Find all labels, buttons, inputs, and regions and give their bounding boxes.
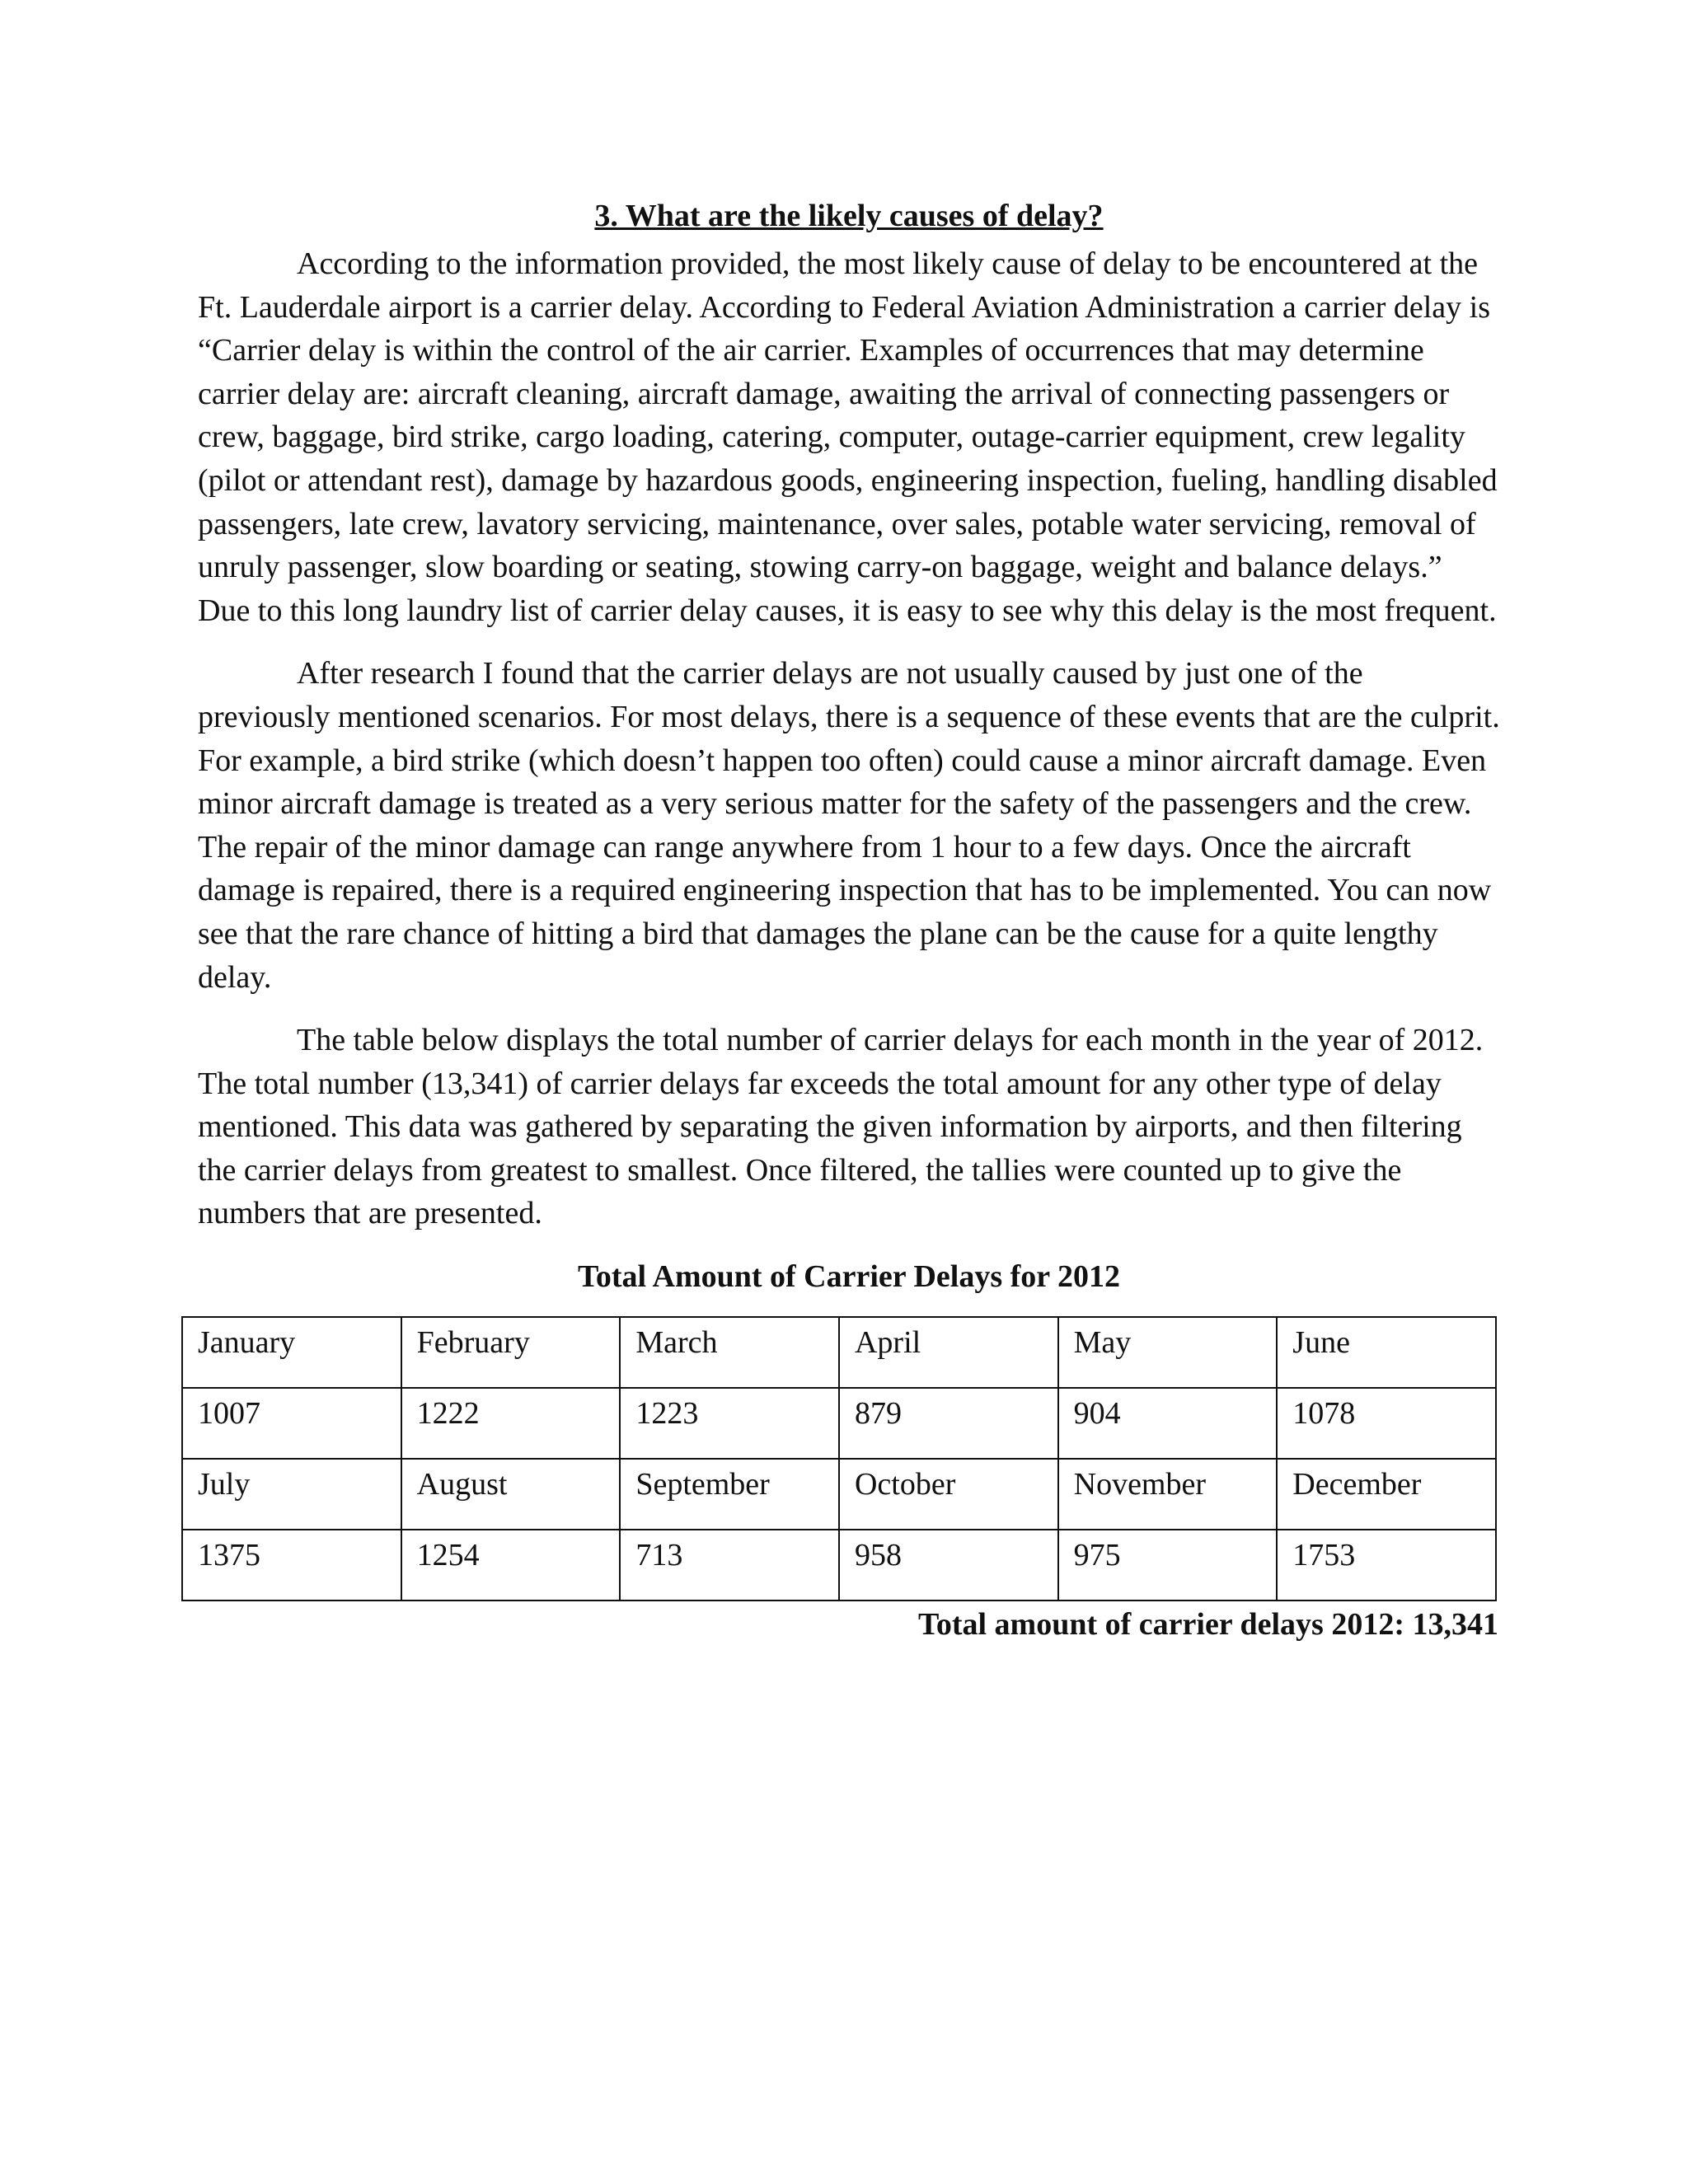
table-cell: 1078 (1277, 1388, 1496, 1459)
table-cell: February (401, 1317, 621, 1388)
total-carrier-delays: Total amount of carrier delays 2012: 13,341 (917, 1607, 1498, 1643)
table-cell: 1223 (620, 1388, 839, 1459)
paragraph-carrier-delay-definition: According to the information provided, the most likely cause of delay to be encountered at the Ft. Lauderdale airport is a carrier delay. According to Federal Aviation Administration a carrier delay is “Carrier delay is within the control of the air carrier. Examples of occurrences that may determine carrier delay are: aircraft cleaning, aircraft damage, awaiting the arrival of connecting passengers or crew, baggage, bird strike, cargo loading, catering, computer, outage-carrier equipment, crew legality (pilot or attendant rest), damage by hazardous goods, engineering inspection, fueling, handling disabled passengers, late crew, lavatory servicing, maintenance, over sales, potable water servicing, removal of unruly passenger, slow boarding or seating, stowing carry-on baggage, weight and balance delays.” Due to this long laundry list of carrier delay causes, it is easy to see why this delay is the most frequent. (198, 246, 1498, 628)
paragraph-table-intro: The table below displays the total number of carrier delays for each month in the year of 2012. The total number (13,341) of carrier delays far exceeds the total amount for any other type of delay mentioned. This data was gathered by separating the given information by airports, and then filtering the carrier delays from greatest to smallest. Once filtered, the tallies were counted up to give the numbers that are presented. (198, 1023, 1484, 1231)
table-cell: 1375 (182, 1530, 401, 1601)
table-row-months-1 (182, 1317, 1496, 1388)
table-title: Total Amount of Carrier Delays for 2012 (578, 1259, 1120, 1295)
table-row-values-2 (182, 1530, 1496, 1601)
carrier-delays-table (181, 1316, 1497, 1601)
table-cell: October (839, 1459, 1058, 1530)
table-cell: 1007 (182, 1388, 401, 1459)
table-row-values-1 (182, 1388, 1496, 1459)
table-cell: July (182, 1459, 401, 1530)
table-cell: May (1058, 1317, 1278, 1388)
document-page (198, 194, 1500, 1646)
table-cell: 958 (839, 1530, 1058, 1601)
table-cell: November (1058, 1459, 1278, 1530)
table-cell: 879 (839, 1388, 1058, 1459)
table-cell: September (620, 1459, 839, 1530)
table-cell: June (1277, 1317, 1496, 1388)
table-row-months-2 (182, 1459, 1496, 1530)
table-cell: August (401, 1459, 621, 1530)
table-cell: 1254 (401, 1530, 621, 1601)
table-cell: January (182, 1317, 401, 1388)
table-cell: 904 (1058, 1388, 1278, 1459)
table-cell: 975 (1058, 1530, 1278, 1601)
paragraph-delay-sequence: After research I found that the carrier delays are not usually caused by just one of the previously mentioned scenarios. For most delays, there is a sequence of these events that are the culprit. For example, a bird strike (which doesn’t happen too often) could cause a minor aircraft damage. Even minor aircraft damage is treated as a very serious matter for the safety of the passengers and the crew. The repair of the minor damage can range anywhere from 1 hour to a few days. Once the aircraft damage is repaired, there is a required engineering inspection that has to be implemented. You can now see that the rare chance of hitting a bird that damages the plane can be the cause for a quite lengthy delay. (198, 656, 1500, 995)
table-cell: December (1277, 1459, 1496, 1530)
table-cell: 1753 (1277, 1530, 1496, 1601)
table-cell: March (620, 1317, 839, 1388)
table-cell: 1222 (401, 1388, 621, 1459)
table-cell: April (839, 1317, 1058, 1388)
section-heading: 3. What are the likely causes of delay? (594, 199, 1104, 233)
table-cell: 713 (620, 1530, 839, 1601)
